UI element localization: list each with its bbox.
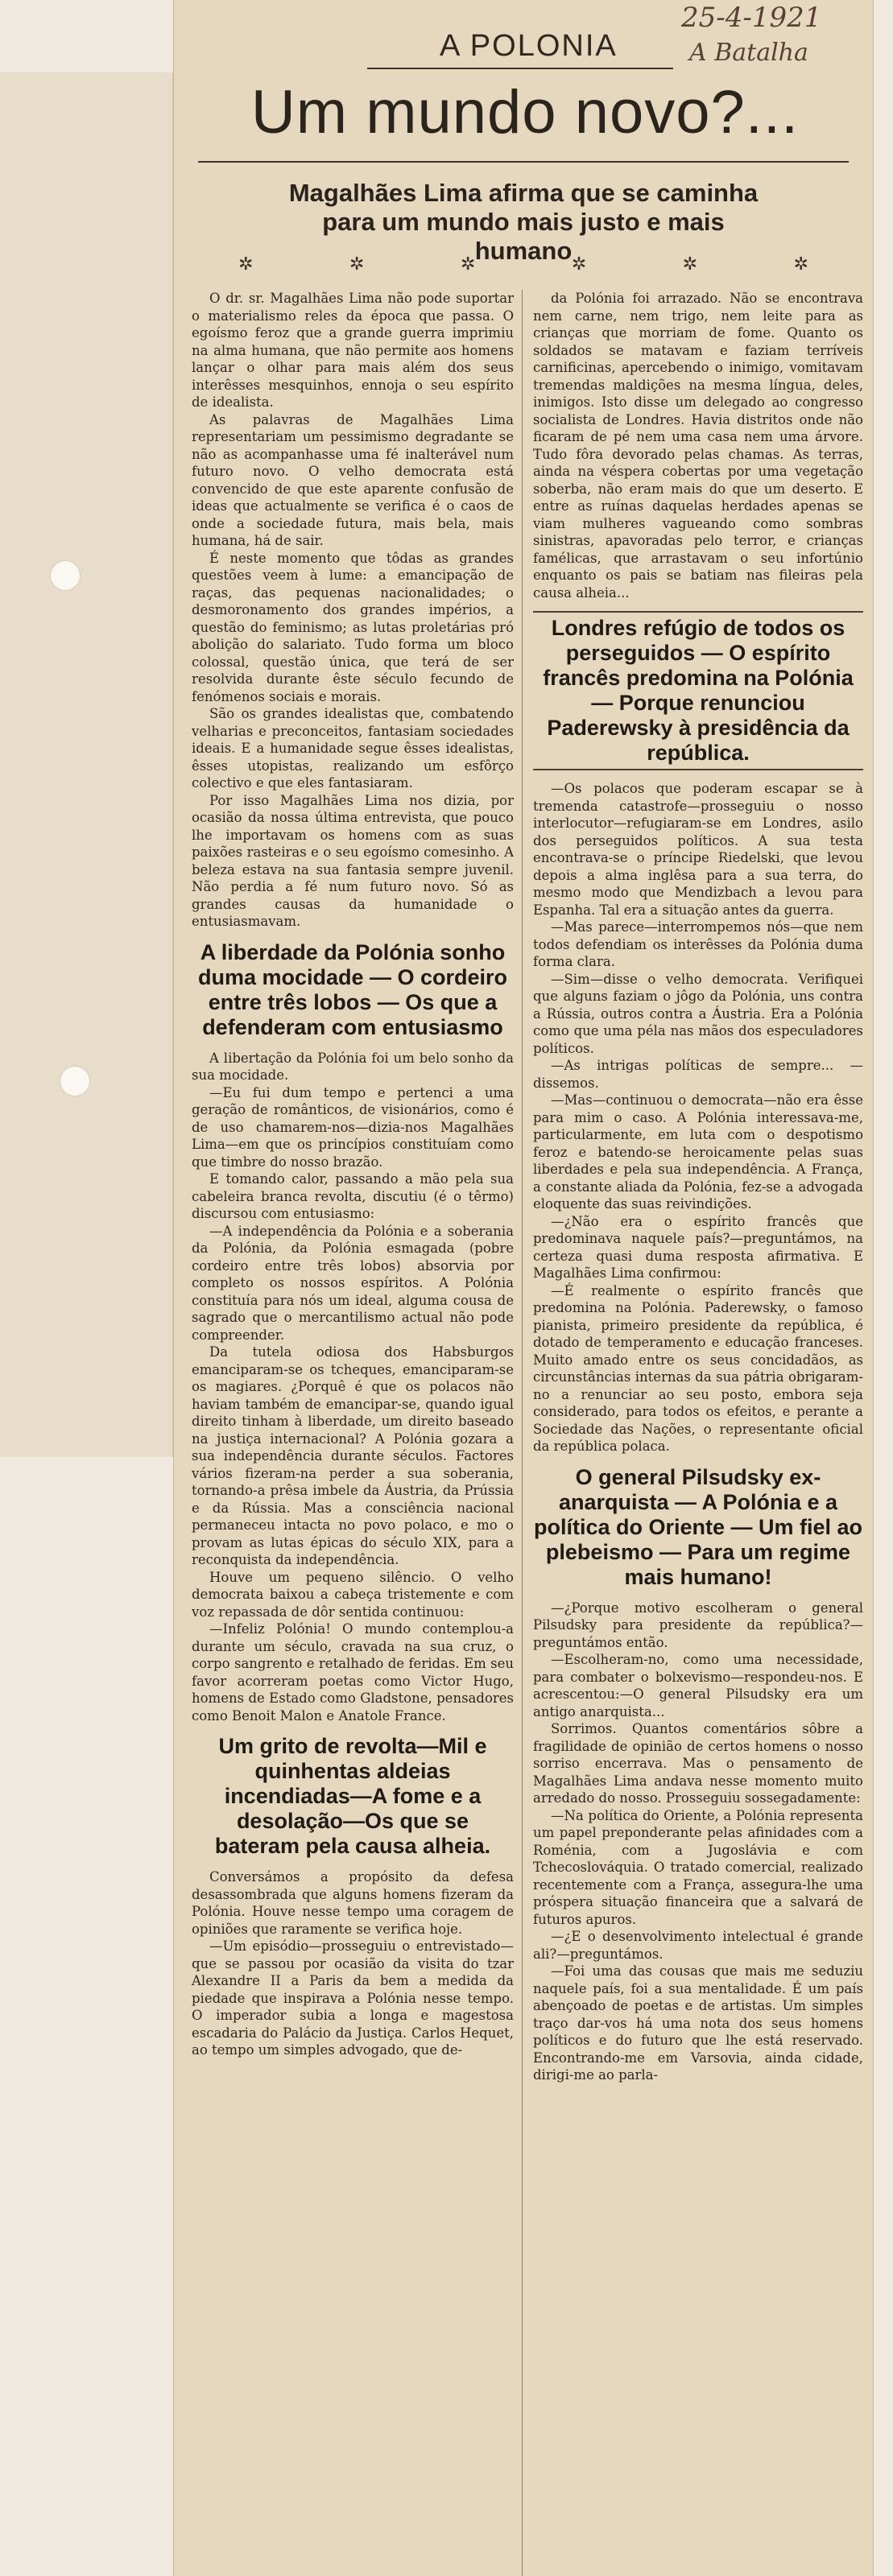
left-column: [192, 290, 514, 2576]
section-heading: O general Pilsudsky ex-anarquista — A Polónia e a política do Oriente — Um fiel ao plebeismo — Para um regime mais humano!: [533, 1464, 863, 1589]
paragraph: —Na política do Oriente, a Polónia representa um papel preponderante pelas afinidades com a Roménia, com a Jugoslávia e com Tchecoslováquia. O tratado comercial, realizado recentemente com a França, assegura-lhe uma próspera situação financeira que a salvará de futuros apuros.: [533, 1807, 863, 1927]
paragraph: —¿Não era o espírito francês que predominava naquele país?—preguntámos, na certeza quasi duma resposta afirmativa. E Magalhães Lima confirmou:: [533, 1213, 863, 1281]
paragraph: —A independência da Polónia e a soberania da Polónia, da Polónia esmagada (pobre cordeiro entre três lobos) absorvia por completo os nossos espíritos. A Polónia constituía para nós um ideal, alguma cousa de sagrado que o mercantilismo actual não pode compreender.: [192, 1223, 514, 1343]
ornament-star-icon: ✲: [349, 254, 365, 275]
paragraph: —Um episódio—prosseguiu o entrevistado—que se passou por ocasião da visita do tzar Alexandre II a Paris da bem a medida da piedade que inspirava a Polónia nesse tempo. O imperador subia a longa e magestosa escadaria do Palácio da Justiça. Carlos Hequet, ao tempo um simples advogado, que de-: [192, 1938, 514, 2058]
masthead-rule: [367, 68, 673, 69]
section-heading: A liberdade da Polónia sonho duma mocidade — O cordeiro entre três lobos — Os que a defenderam com entusiasmo: [197, 939, 508, 1039]
subheadline-line: humano: [474, 237, 573, 265]
column-rule: [522, 290, 523, 2576]
paragraph: —Mas—continuou o democrata—não era êsse para mim o caso. A Polónia interessava-me, particularmente, em luta com o despotismo feroz e batendo-se heroicamente pelas suas liberdades e pela sua independência. A França, a constante aliada da Polónia, fez-se a advogada eloquente das suas reivindições.: [533, 1092, 863, 1212]
ornament-star-icon: ✲: [238, 254, 254, 275]
ornament-row: [238, 254, 808, 275]
paragraph: Por isso Magalhães Lima nos dizia, por ocasião da nossa última entrevista, que pouco lhe importavam os homens com as suas paixões rasteiras e o seu egoísmo comesinho. A beleza estava na sua fantasia sempre juvenil. Não perdia a fé num futuro novo. Só as grandes causas da humanidade o entusiasmavam.: [192, 792, 514, 929]
paragraph: —Eu fui dum tempo e pertenci a uma geração de românticos, de visionários, como é de uso chamarem-nos—dizia-nos Magalhães Lima—em que os princípios constituíam como que timbre do nosso brazão.: [192, 1084, 514, 1170]
paragraph: —Escolheram-no, como uma necessidade, para combater o bolxevismo—respondeu-nos. E acrescentou:—O general Pilsudsky era um antigo anarquista...: [533, 1652, 863, 1719]
paragraph: —Os polacos que poderam escapar se à tremenda catastrofe—prosseguiu o nosso interlocutor—refugiaram-se em Londres, asilo dos perseguidos políticos. A sua testa encontrava-se o príncipe Riedelski, que levou depois a alma inglêsa para a sua terra, do mesmo modo que Mendizbach a levou para Espanha. Tal era a situação antes da guerra.: [533, 781, 863, 918]
handwritten-note: A Batalha: [689, 39, 808, 67]
ornament-star-icon: ✲: [571, 254, 587, 275]
backing-card: [0, 72, 173, 1457]
paragraph: —Foi uma das cousas que mais me seduziu naquele país, foi a sua mentalidade. É um país abençoado de poetas e de artistas. Um simples traço dar-vos há uma nota dos seus homens políticos e do futuro que lhe está reservado. Encontrando-me em Varsovia, ainda cidade, dirigi-me ao parla-: [533, 1963, 863, 2083]
section-heading: Um grito de revolta—Mil e quinhentas aldeias incendiadas—A fome e a desolação—Os que se bateram pela causa alheia.: [214, 1734, 491, 1858]
subheadline: [222, 179, 825, 266]
paragraph: Da tutela odiosa dos Habsburgos emanciparam-se os tcheques, emanciparam-se os magiares. ¿Porquê é que os polacos não haviam também de emancipar-se, quando igual direito tinham à liberdade, um direito baseado na justiça internacional? A Polónia gozara a sua independência durante séculos. Factores vários fizeram-na perder a sua soberania, tornando-a prêsa imbele da Áustria, da Prússia e da Rússia. Mas a consciência nacional permaneceu intacta no povo polaco, e mo o provam as lutas épicas do século XIX, para a reconquista da independência.: [192, 1344, 514, 1567]
paragraph: —Infeliz Polónia! O mundo contemplou-a durante um século, cravada na sua cruz, o corpo sangrento e retalhado de feridas. Em seu favor acorreram poetas como Victor Hugo, homens de Estado como Gladstone, pensadores como Benoit Malon e Anatole France.: [192, 1621, 514, 1724]
paragraph: Conversámos a propósito da defesa desassombrada que alguns homens fizeram da Polónia. Houve nesse tempo uma coragem de opiniões que raramente se verifica hoje.: [192, 1869, 514, 1937]
paragraph: São os grandes idealistas que, combatendo velharias e preconceitos, fantasiam sociedades ideais. E a humanidade segue êsses idealistas, êsses utopistas, realizando um esfôrço colectivo e que eles fantasiaram.: [192, 706, 514, 791]
section-heading: Londres refúgio de todos os perseguidos — O espírito francês predomina na Polónia — Porque renunciou Paderewsky à presidência da república.: [533, 611, 863, 770]
paragraph: da Polónia foi arrazado. Não se encontrava nem carne, nem trigo, nem leite para as crianças que morriam de fome. Quanto os soldados se matavam e faziam terríveis carnificinas, apercebendo o inimigo, vomitavam tremendas maldições na mesma língua, deles, inimigos. Isto disse um delegado ao congresso socialista de Londres. Havia distritos onde não ficaram de pé nem uma casa nem uma árvore. Tudo fôra devorado pelas chamas. As terras, ainda na véspera cobertas por uma vegetação soberba, não eram mais do que um deserto. E entre as ruínas daquelas herdades apenas se viam mulheres vagueando como sombras sinistras, apavoradas pelo terror, e crianças famélicas, que arrastavam o seu infortúnio enquanto os pais se batiam nas fileiras pela causa alheia...: [533, 291, 863, 601]
punch-hole: [60, 1066, 90, 1096]
paragraph: As palavras de Magalhães Lima representariam um pessimismo degradante se não as acompanhasse uma fé inalterável num futuro novo. O velho democrata está convencido de que este aparente confusão de ideas que actualmente se verifica é o caos de onde a sociedade futura, mais bela, mais humana, há de sair.: [192, 411, 514, 548]
headline-rule: [198, 161, 849, 163]
paragraph: Houve um pequeno silêncio. O velho democrata baixou a cabeça tristemente e com voz repassada de dôr sentida continuou:: [192, 1569, 514, 1620]
paragraph: O dr. sr. Magalhães Lima não pode suportar o materialismo reles da época que passa. O egoísmo feroz que a grande guerra imprimiu na alma humana, que não permite aos homens lançar o olhar para mais além dos seus interêsses mesquinhos, ennoja o seu espírito de idealista.: [192, 291, 514, 410]
subheadline-line: para um mundo mais justo e mais: [322, 208, 725, 236]
newspaper-clipping: [173, 0, 874, 2576]
paragraph: É neste momento que tôdas as grandes questões veem à lume: a emancipação de raças, das pequenas nacionalidades; o desmoronamento dos grandes impérios, a questão do feminismo; as lutas proletárias pró abolição do salariato. Tudo forma um bloco colossal, questão única, que terá de ser resolvida durante êste século fecundo de fenómenos sociais e morais.: [192, 550, 514, 704]
paragraph: —¿E o desenvolvimento intelectual é grande ali?—preguntámos.: [533, 1929, 863, 1962]
paragraph: A libertação da Polónia foi um belo sonho da sua mocidade.: [192, 1050, 514, 1083]
paragraph: —Sim—disse o velho democrata. Verifiquei que alguns faziam o jôgo da Polónia, uns contra a Rússia, outros contra a Áustria. Era a Polónia como que uma péla nas mãos dos especuladores políticos.: [533, 971, 863, 1056]
subheadline-line: Magalhães Lima afirma que se caminha: [288, 179, 759, 207]
paragraph: —¿Porque motivo escolheram o general Pilsudsky para presidente da república?—preguntámos então.: [533, 1600, 863, 1650]
right-column: [533, 290, 863, 2576]
paragraph: —É realmente o espírito francês que predomina na Polónia. Paderewsky, o famoso pianista, primeiro presidente da república, é dotado de temperamento e educação franceses. Muito amado entre os seus concidadãos, as circunstâncias internas da sua pátria obrigaram-no a renunciar ao seu posto, embora seja considerado, para todos os efeitos, e perante a Sociedade das Nações, o representante oficial da república polaca.: [533, 1282, 863, 1454]
ornament-star-icon: ✲: [682, 254, 698, 275]
paragraph: E tomando calor, passando a mão pela sua cabeleira branca revolta, discutiu (é o têrmo) discursou com entusiasmo:: [192, 1171, 514, 1221]
paragraph: —As intrigas políticas de sempre... —dissemos.: [533, 1058, 863, 1091]
headline: Um mundo novo?...: [250, 78, 800, 147]
ornament-star-icon: ✲: [793, 254, 808, 275]
newspaper-name: A POLONIA: [440, 29, 618, 63]
ornament-star-icon: ✲: [460, 254, 476, 275]
paragraph: —Mas parece—interrompemos nós—que nem todos defendiam os interêsses da Polónia duma forma clara.: [533, 919, 863, 969]
handwritten-date: 25-4-1921: [681, 2, 822, 34]
punch-hole: [50, 560, 81, 591]
paragraph: Sorrimos. Quantos comentários sôbre a fragilidade de opinião de certos homens o nosso sorriso encerrava. Mas o pensamento de Magalhães Lima andava nesse momento muito arredado do nosso. Prosseguiu sossegadamente:: [533, 1721, 863, 1806]
article-body: [174, 290, 873, 2576]
